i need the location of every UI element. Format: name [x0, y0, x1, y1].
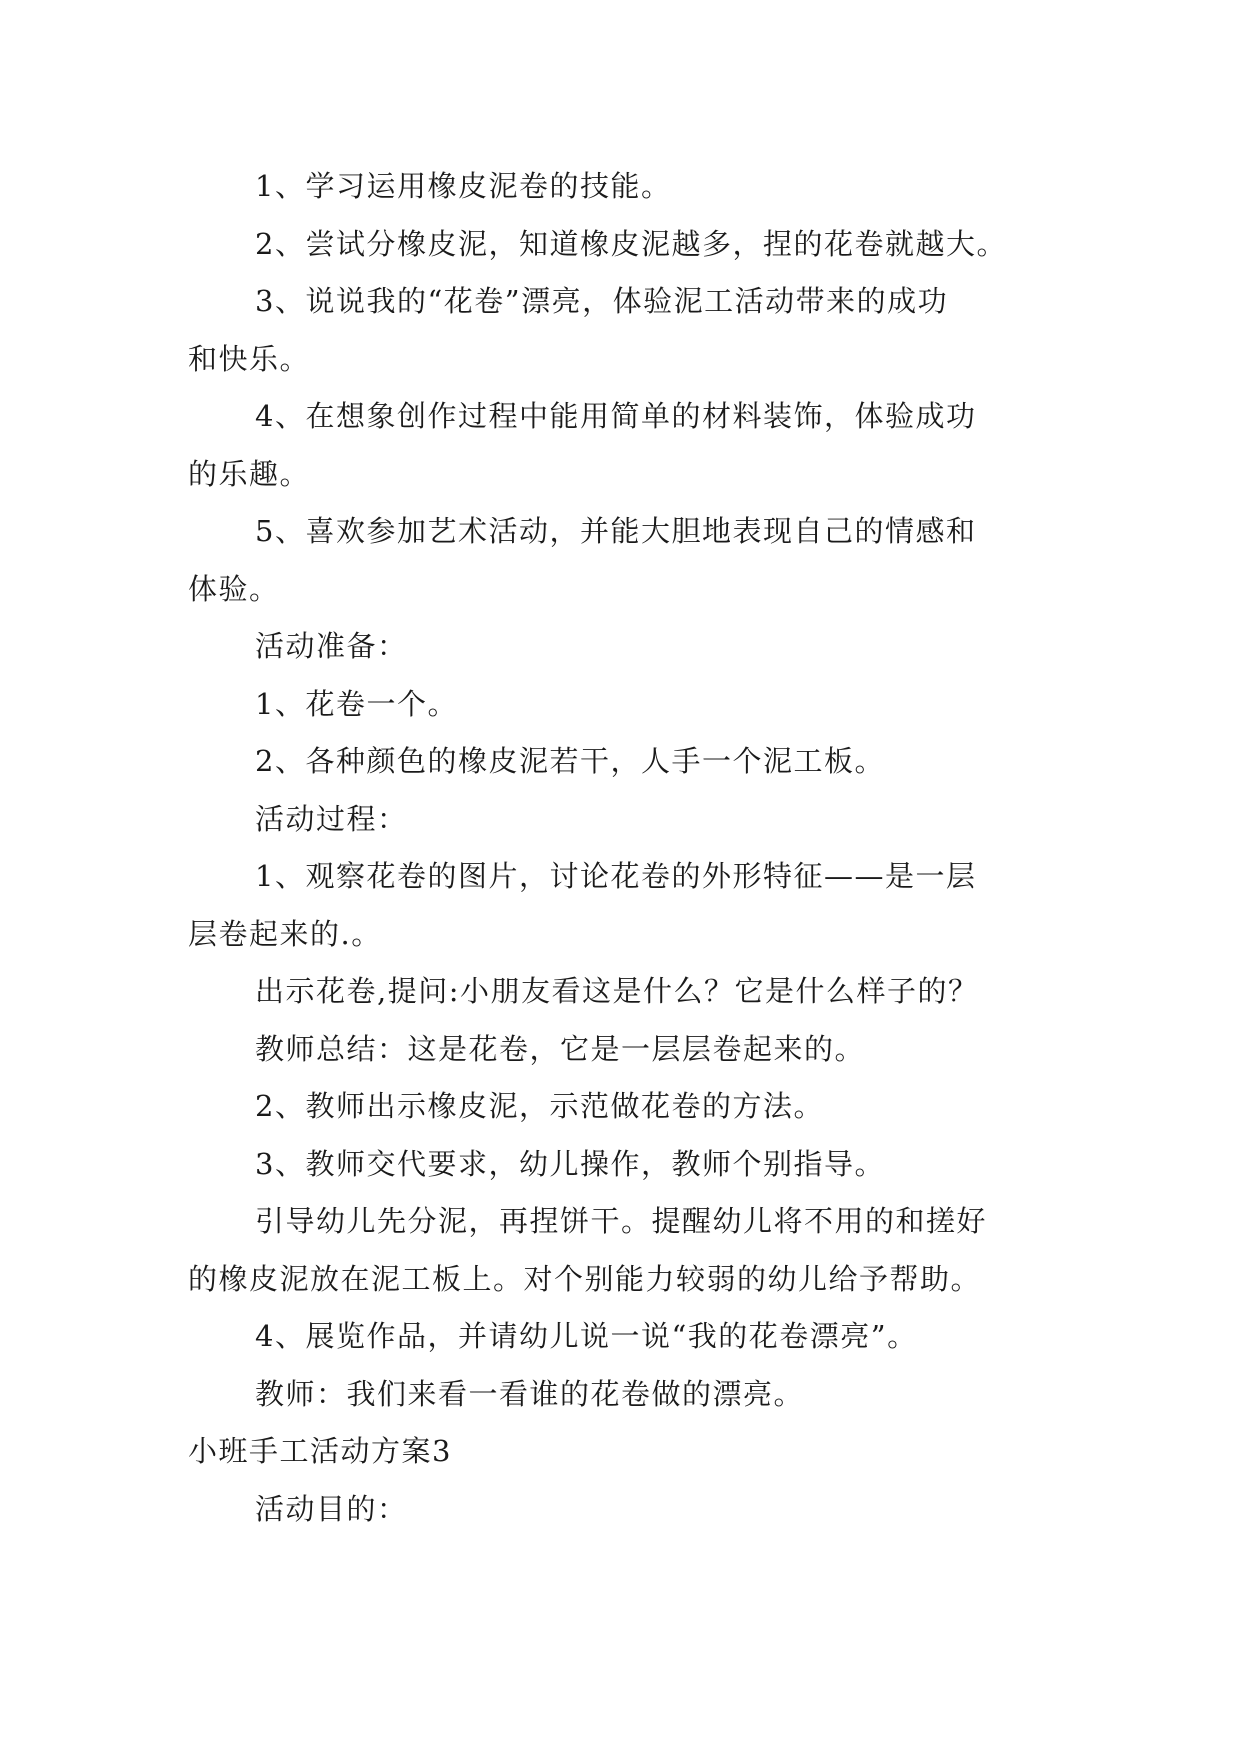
paragraph-line: 体验。 [188, 571, 280, 606]
paragraph-line: 4、在想象创作过程中能用简单的材料装饰，体验成功 [255, 399, 977, 433]
paragraph-line: 3、教师交代要求，幼儿操作，教师个别指导。 [255, 1146, 885, 1181]
paragraph-line: 5、喜欢参加艺术活动，并能大胆地表现自己的情感和 [255, 514, 977, 548]
section-label-purpose: 活动目的： [255, 1491, 408, 1526]
paragraph-line: 的乐趣。 [188, 456, 311, 491]
paragraph-line: 2、教师出示橡皮泥，示范做花卷的方法。 [255, 1089, 824, 1123]
paragraph-line: 1、观察花卷的图片，讨论花卷的外形特征——是一层 [255, 859, 977, 893]
paragraph-line: 2、尝试分橡皮泥，知道橡皮泥越多，捏的花卷就越大。 [255, 226, 1007, 261]
section-label-process: 活动过程： [255, 801, 408, 836]
paragraph-line: 的橡皮泥放在泥工板上。对个别能力较弱的幼儿给予帮助。 [188, 1261, 982, 1296]
paragraph-line: 2、各种颜色的橡皮泥若干，人手一个泥工板。 [255, 744, 885, 778]
paragraph-line: 教师：我们来看一看谁的花卷做的漂亮。 [255, 1376, 805, 1411]
paragraph-line: 引导幼儿先分泥，再捏饼干。提醒幼儿将不用的和搓好 [255, 1204, 988, 1238]
paragraph-line: 3、说说我的“花卷”漂亮，体验泥工活动带来的成功 [255, 284, 949, 318]
paragraph-line: 1、学习运用橡皮泥卷的技能。 [255, 169, 672, 203]
section-label-preparation: 活动准备： [255, 629, 408, 663]
paragraph-line: 4、展览作品，并请幼儿说一说“我的花卷漂亮”。 [255, 1319, 918, 1353]
paragraph-line: 1、花卷一个。 [255, 686, 458, 721]
section-title: 小班手工活动方案3 [188, 1434, 452, 1468]
paragraph-line: 层卷起来的.。 [188, 916, 382, 951]
paragraph-line: 教师总结：这是花卷，它是一层层卷起来的。 [255, 1031, 866, 1066]
document-body [188, 158, 1068, 1538]
paragraph-line: 和快乐。 [188, 341, 311, 376]
paragraph-line: 出示花卷,提问:小朋友看这是什么？它是什么样子的？ [255, 974, 979, 1008]
